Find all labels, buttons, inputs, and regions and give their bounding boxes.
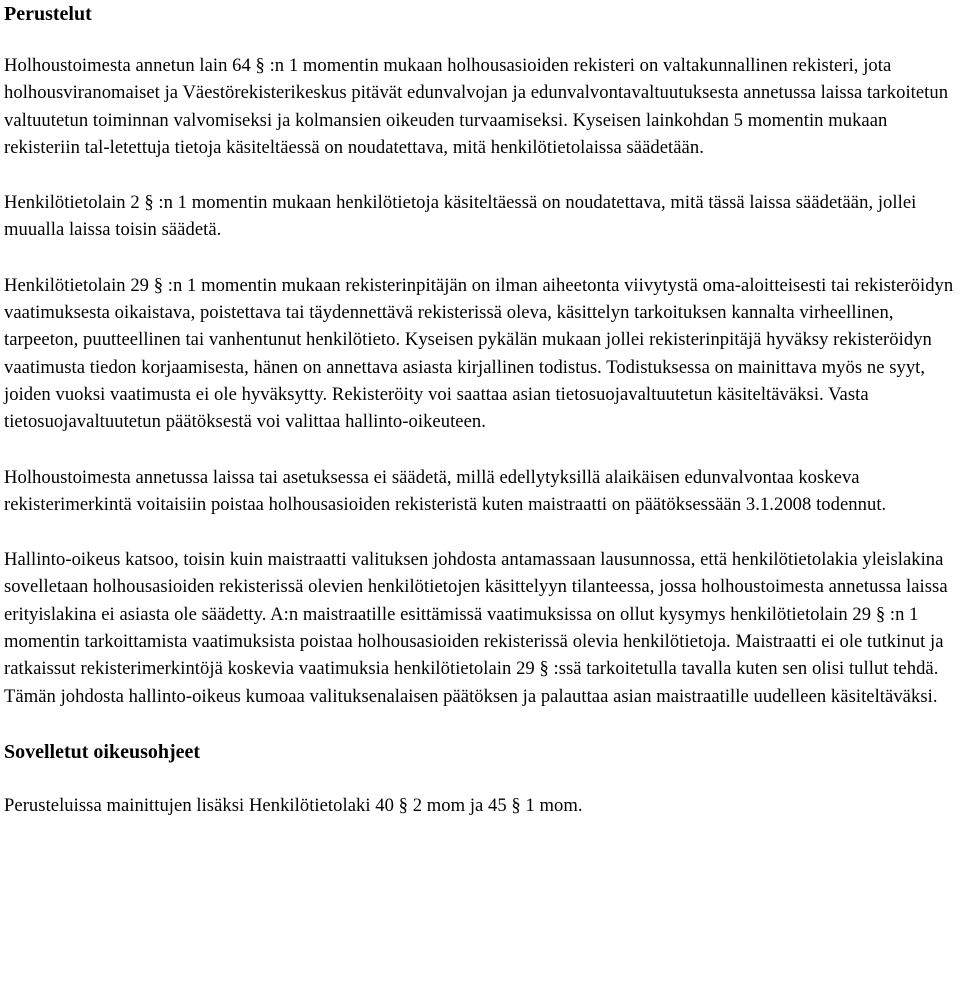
spacer	[4, 436, 956, 464]
spacer	[4, 244, 956, 272]
paragraph-holhoustoimilaki: Holhoustoimesta annetussa laissa tai asetuksessa ei säädetä, millä edellytyksillä alaikäisen edunvalvontaa koskeva rekisterimerkintä voitaisiin poistaa holhousasioiden rekisteristä kuten maistraatti on päätöksessään 3.1.2008 todennut.	[4, 466, 887, 515]
paragraph-holhousasioiden-rekisteri: Holhoustoimesta annetun lain 64 § :n 1 momentin mukaan holhousasioiden rekisteri on valtakunnallinen rekisteri, jota holhousviranomaiset ja Väestörekisterikeskus pitävät edunvalvojan ja edunvalvontavaltuutuksesta annetussa laissa tarkoitetun valtuutetun toiminnan valvomiseksi ja kolmansien oikeuden turvaamiseksi. Kyseisen lainkohdan 5 momentin mukaan rekisteriin tal-letettuja tietoja käsiteltäessä on noudatettava, mitä henkilötietolaissa säädetään.	[4, 55, 949, 158]
section-heading-perustelut: Perustelut	[4, 3, 92, 25]
section-heading-sovelletut-oikeusohjeet: Sovelletut oikeusohjeet	[4, 740, 201, 763]
spacer	[4, 710, 956, 738]
paragraph-hallinto-oikeus-katsoo: Hallinto-oikeus katsoo, toisin kuin maistraatti valituksen johdosta antamassaan lausunnossa, että henkilötietolakia yleislakina sovelletaan holhousasioiden rekisterissä olevien henkilötietojen käsittelyyn tilanteessa, jossa holhoustoimesta annetussa laissa erityislakina ei asiasta ole säädetty. A:n maistraatille esittämissä vaatimuksissa on ollut kysymys henkilötietolain 29 § :n 1 momentin tarkoittamista vaatimuksista poistaa holhousasioiden rekisterissä olevia henkilötietoja. Maistraatti ei ole tutkinut ja ratkaissut rekisterimerkintöjä koskevia vaatimuksia henkilötietolain 29 § :ssä tarkoitetulla tavalla kuten sen olisi tullut tehdä. Tämän johdosta hallinto-oikeus kumoaa valituksenalaisen päätöksen ja palauttaa asian maistraatille uudelleen käsiteltäväksi.	[4, 549, 948, 707]
spacer	[4, 26, 956, 52]
spacer	[4, 518, 956, 546]
paragraph-henkilotietolaki-2: Henkilötietolain 2 § :n 1 momentin mukaan henkilötietoja käsiteltäessä on noudatettava, mitä tässä laissa säädetään, jollei muualla laissa toisin säädetä.	[4, 192, 917, 241]
spacer	[4, 764, 956, 792]
paragraph-applied-provisions: Perusteluissa mainittujen lisäksi Henkilötietolaki 40 § 2 mom ja 45 § 1 mom.	[4, 794, 583, 816]
paragraph-henkilotietolaki-29: Henkilötietolain 29 § :n 1 momentin mukaan rekisterinpitäjän on ilman aiheetonta viivytystä oma-aloitteisesti tai rekisteröidyn vaatimuksesta oikaistava, poistettava tai täydennettävä rekisterissä oleva, käsittelyn tarkoituksen kannalta virheellinen, tarpeeton, puutteellinen tai vanhentunut henkilötieto. Kyseisen pykälän mukaan jollei rekisterinpitäjä hyväksy rekisteröidyn vaatimusta tiedon korjaamisesta, hänen on annettava asiasta kirjallinen todistus. Todistuksessa on mainittava myös ne syyt, joiden vuoksi vaatimusta ei ole hyväksytty. Rekisteröity voi saattaa asian tietosuojavaltuutetun käsiteltäväksi. Vasta tietosuojavaltuutetun päätöksestä voi valittaa hallinto-oikeuteen.	[4, 274, 954, 433]
spacer	[4, 161, 956, 189]
